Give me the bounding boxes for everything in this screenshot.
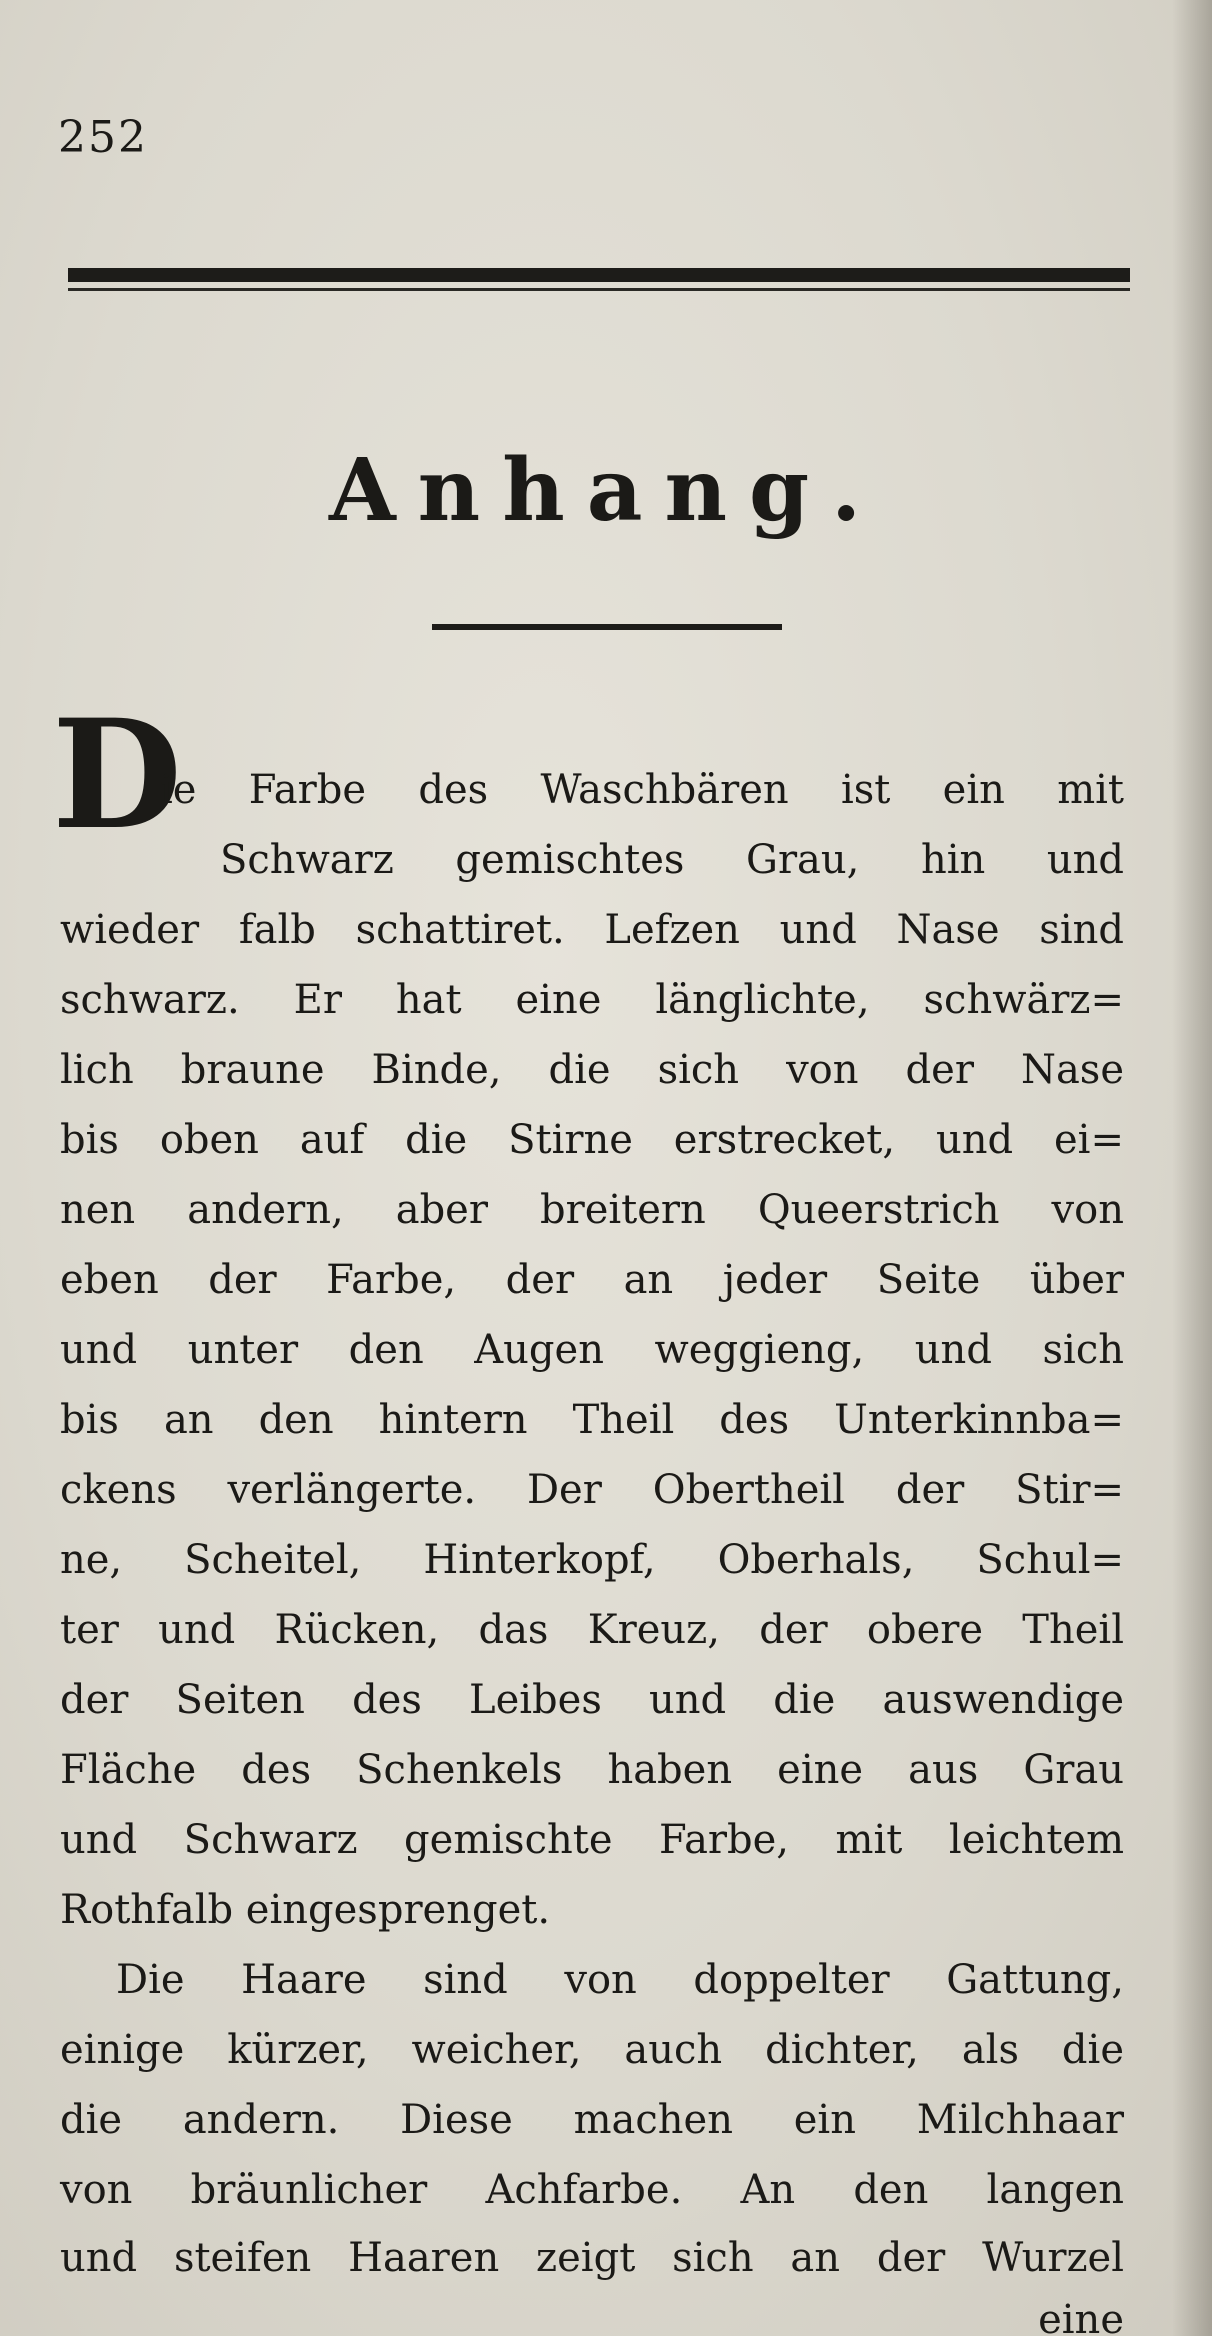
text-line: und unter den Augen weggieng, und sich bbox=[60, 1327, 1124, 1373]
text-line: bis an den hintern Theil des Unterkinnba= bbox=[60, 1397, 1124, 1443]
text-line: Fläche des Schenkels haben eine aus Grau bbox=[60, 1747, 1124, 1793]
catchword: eine bbox=[1038, 2297, 1124, 2336]
text-line: und steifen Haaren zeigt sich an der Wurzel bbox=[60, 2235, 1124, 2281]
page-number: 252 bbox=[58, 112, 148, 163]
text-line: ter und Rücken, das Kreuz, der obere Theil bbox=[60, 1607, 1124, 1653]
heading-rule bbox=[432, 624, 782, 630]
text-line: nen andern, aber breitern Queerstrich von bbox=[60, 1187, 1124, 1233]
text-line: schwarz. Er hat eine länglichte, schwärz= bbox=[60, 977, 1124, 1023]
chapter-heading: Anhang. bbox=[328, 440, 884, 541]
header-rule bbox=[68, 268, 1130, 282]
text-line: Schwarz gemischtes Grau, hin und bbox=[220, 837, 1124, 883]
header-rule-thin bbox=[68, 288, 1130, 291]
text-line: einige kürzer, weicher, auch dichter, als die bbox=[60, 2027, 1124, 2073]
page-edge-shadow bbox=[1172, 0, 1212, 2336]
text-line: Die Haare sind von doppelter Gattung, bbox=[116, 1957, 1124, 2003]
text-line: bis oben auf die Stirne erstrecket, und ei= bbox=[60, 1117, 1124, 1163]
text-line: ckens verlängerte. Der Obertheil der Stir= bbox=[60, 1467, 1124, 1513]
text-line: lich braune Binde, die sich von der Nase bbox=[60, 1047, 1124, 1093]
text-line: die andern. Diese machen ein Milchhaar bbox=[60, 2097, 1124, 2143]
text-line: ne, Scheitel, Hinterkopf, Oberhals, Schul= bbox=[60, 1537, 1124, 1583]
drop-initial: D bbox=[52, 687, 183, 863]
text-line: von bräunlicher Achfarbe. An den langen bbox=[60, 2167, 1124, 2213]
text-line: der Seiten des Leibes und die auswendige bbox=[60, 1677, 1124, 1723]
text-line: ie Farbe des Waschbären ist ein mit bbox=[160, 767, 1124, 813]
text-line: und Schwarz gemischte Farbe, mit leichtem bbox=[60, 1817, 1124, 1863]
text-line: Rothfalb eingesprenget. bbox=[60, 1887, 551, 1933]
text-line: eben der Farbe, der an jeder Seite über bbox=[60, 1257, 1124, 1303]
text-line: wieder falb schattiret. Lefzen und Nase sind bbox=[60, 907, 1124, 953]
